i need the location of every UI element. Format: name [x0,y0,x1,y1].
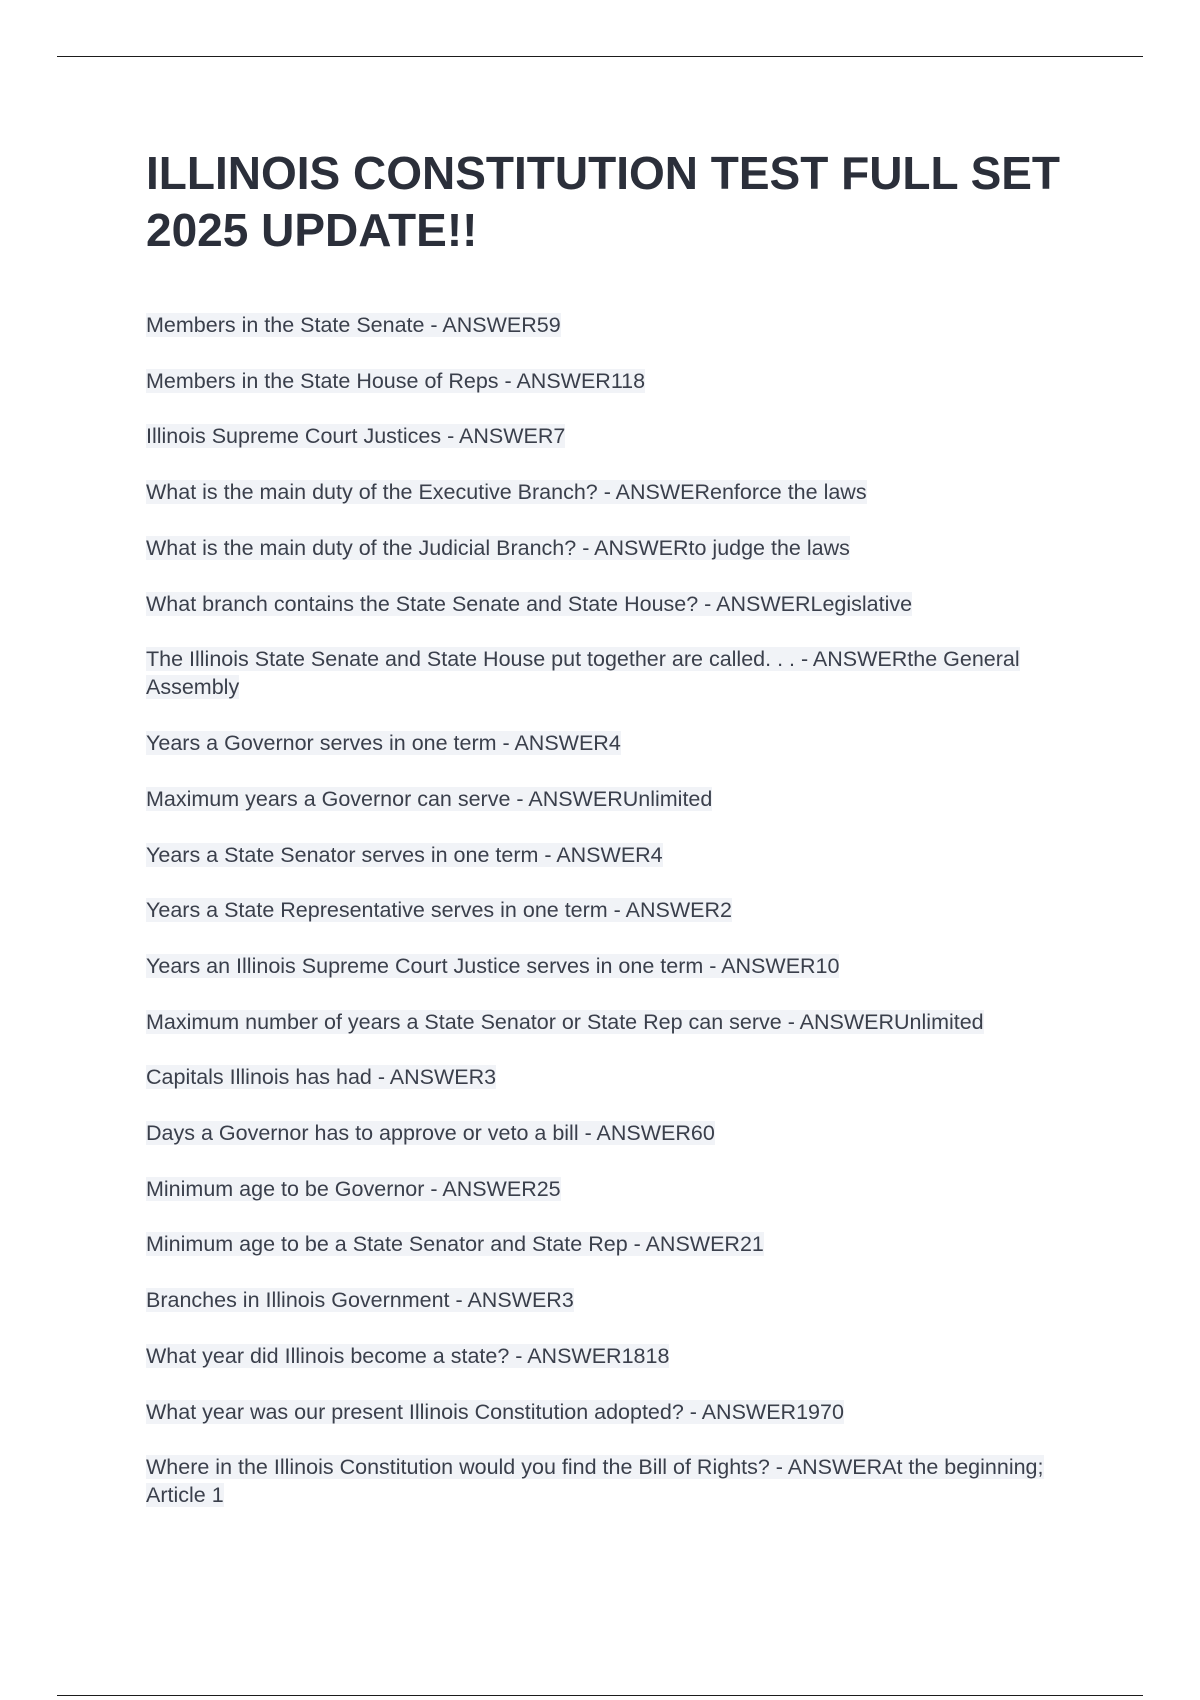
qa-text: Years a State Senator serves in one term - ANSWER4 [146,842,663,867]
qa-item [146,1008,1066,1036]
qa-text: The Illinois State Senate and State House put together are called. . . - ANSWERthe General Assembly [146,647,1020,700]
qa-text: Maximum number of years a State Senator or State Rep can serve - ANSWERUnlimited [146,1009,984,1034]
qa-item [146,311,1066,339]
qa-item [146,1398,1066,1426]
qa-item [146,785,1066,813]
qa-item [146,534,1066,562]
qa-item [146,478,1066,506]
qa-text: Days a Governor has to approve or veto a bill - ANSWER60 [146,1121,715,1146]
qa-item [146,896,1066,924]
qa-text: Capitals Illinois has had - ANSWER3 [146,1065,497,1090]
qa-text: Years a Governor serves in one term - ANSWER4 [146,731,621,756]
header-rule [57,56,1143,57]
qa-item [146,367,1066,395]
qa-text: Members in the State House of Reps - ANSWER118 [146,368,646,393]
qa-text: What year was our present Illinois Constitution adopted? - ANSWER1970 [146,1399,844,1424]
qa-text: Branches in Illinois Government - ANSWER3 [146,1288,574,1313]
qa-item [146,1286,1066,1314]
qa-text: Illinois Supreme Court Justices - ANSWER7 [146,424,566,449]
qa-item [146,1063,1066,1091]
qa-item [146,729,1066,757]
qa-item [146,1175,1066,1203]
footer-rule [57,1695,1143,1696]
qa-text: Years a State Representative serves in one term - ANSWER2 [146,898,732,923]
qa-item [146,952,1066,980]
qa-item [146,1453,1066,1509]
qa-item [146,1342,1066,1370]
qa-item [146,1230,1066,1258]
qa-text: Where in the Illinois Constitution would you find the Bill of Rights? - ANSWERAt the beginning; Article 1 [146,1455,1044,1508]
qa-item [146,645,1066,701]
qa-text: What year did Illinois become a state? - ANSWER1818 [146,1343,670,1368]
qa-text: What is the main duty of the Executive Branch? - ANSWERenforce the laws [146,480,867,505]
qa-text: Maximum years a Governor can serve - ANSWERUnlimited [146,786,713,811]
qa-item [146,422,1066,450]
qa-text: Minimum age to be Governor - ANSWER25 [146,1176,561,1201]
qa-text: Years an Illinois Supreme Court Justice serves in one term - ANSWER10 [146,953,840,978]
qa-text: Members in the State Senate - ANSWER59 [146,313,561,337]
qa-item [146,1119,1066,1147]
qa-text: Minimum age to be a State Senator and State Rep - ANSWER21 [146,1232,764,1257]
document-title: ILLINOIS CONSTITUTION TEST FULL SET 2025 UPDATE!! [146,147,1061,256]
qa-list [146,311,1066,1537]
qa-text: What branch contains the State Senate and State House? - ANSWERLegislative [146,591,913,616]
qa-item [146,590,1066,618]
qa-text: What is the main duty of the Judicial Branch? - ANSWERto judge the laws [146,535,850,560]
qa-item [146,841,1066,869]
